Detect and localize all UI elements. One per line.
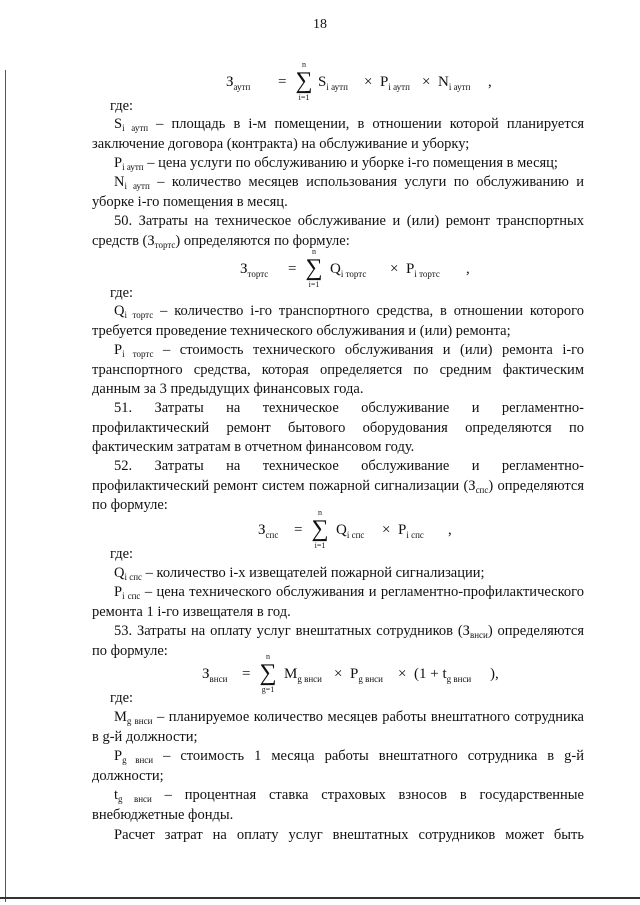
formula-symbol: P [380, 74, 389, 90]
formula-subscript: i аутп [326, 82, 348, 92]
formula-symbol: З [202, 666, 210, 682]
formula-subscript: тортс [247, 269, 269, 279]
formula-symbol: З [258, 522, 266, 538]
formula-autp [226, 60, 492, 108]
formula-subscript: g внси [358, 674, 383, 684]
def-p-sps: $P_{i спс}$ – цена технического обслуживания и регламентно-профилактического ремонта 1 i-го извещателя в год. [92, 584, 584, 620]
formula-subscript: спс [265, 530, 279, 540]
where-label: где: [110, 285, 134, 301]
formula-subscript: i спс [346, 530, 365, 540]
formula-comma: , [448, 522, 452, 538]
formula-equals: = [294, 522, 303, 538]
formula-subscript: g внси [297, 674, 322, 684]
formula-sps [258, 508, 458, 556]
def-p-vnsi: $P_{g внси}$ – стоимость 1 месяца работы внештатного сотрудника в g-й должности; [92, 748, 584, 784]
formula-times: × [422, 74, 431, 90]
formula-times: × [334, 666, 343, 682]
sum-sign: n ∑ i=1 [295, 60, 313, 102]
paragraph-52: 52. Затраты на техническое обслуживание и регламентно-профилактический ремонт систем пожарной сигнализации $(З_{спс})$ определяются по формуле: [92, 458, 584, 513]
where-label: где: [110, 98, 134, 114]
formula-equals: = [278, 74, 287, 90]
def-n-autp: $N_{i аутп}$ – количество месяцев использования услуги по обслуживанию и уборке i-го помещения в месяц. [92, 174, 584, 210]
formula-symbol: M [284, 666, 298, 682]
formula-subscript: i аутп [388, 82, 410, 92]
formula-times: × [364, 74, 373, 90]
formula-times: × [398, 666, 407, 682]
formula-close: ), [490, 666, 499, 682]
formula-symbol: (1 + t [414, 666, 447, 682]
paragraph-53: 53. Затраты на оплату услуг внештатных сотрудников $(З_{внси})$ определяются по формуле: [92, 623, 584, 659]
formula-symbol: Q [336, 522, 347, 538]
formula-symbol: З [240, 261, 248, 277]
where-label: где: [110, 690, 134, 706]
def-m-vnsi: $M_{g внси}$ – планируемое количество месяцев работы внештатного сотрудника в g-й должности; [92, 709, 584, 745]
formula-symbol: S [318, 74, 327, 90]
formula-comma: , [488, 74, 492, 90]
def-p-tortc: $P_{i тортс}$ – стоимость технического обслуживания и (или) ремонта i-го транспортного средства, которая определяется по средним фактическим данным за 3 предыдущих финансовых года. [92, 342, 585, 397]
formula-subscript: аутп [233, 82, 251, 92]
sum-sign: n ∑ g=1 [259, 652, 277, 694]
def-s-autp: $S_{i аутп}$ – площадь в i-м помещении, в отношении которой планируется заключение договора (контракта) на обслуживание и уборку; [92, 116, 584, 152]
paragraph-51: 51. Затраты на техническое обслуживание и регламентно-профилактический ремонт бытового оборудования определяются по фактическим затратам в отчетном финансовом году. [92, 400, 584, 455]
where-label: где: [110, 546, 134, 562]
formula-equals: = [288, 261, 297, 277]
formula-comma: , [466, 261, 470, 277]
paragraph-50: 50. Затраты на техническое обслуживание и (или) ремонт транспортных средств $(З_{тортс})$ определяются по формуле: [92, 213, 584, 250]
formula-times: × [382, 522, 391, 538]
formula-subscript: i спс [406, 530, 424, 540]
formula-vnsi [202, 652, 502, 700]
formula-subscript: g внси [446, 674, 472, 684]
def-q-tortc: $Q_{i тортс}$ – количество i-го транспортного средства, в отношении которого требуется проведение технического обслуживания и (или) ремонта; [92, 303, 585, 339]
formula-symbol: P [398, 522, 407, 538]
formula-subscript: внси [209, 674, 228, 684]
formula-subscript: i тортс [340, 269, 367, 279]
formula-symbol: Q [330, 261, 341, 277]
formula-times: × [390, 261, 399, 277]
formula-symbol: З [226, 74, 234, 90]
page-number: 18 [313, 17, 327, 32]
def-q-sps: $Q_{i спс}$ – количество i-х извещателей пожарной сигнализации; [114, 565, 485, 582]
def-p-autp: $P_{i аутп}$ – цена услуги по обслуживанию и уборке i-го помещения в месяц; [114, 155, 558, 172]
formula-subscript: i тортс [414, 269, 440, 279]
formula-symbol: N [438, 74, 449, 90]
def-t-vnsi: $t_{g внси}$ – процентная ставка страховых взносов в государственные внебюджетные фонды. [92, 787, 584, 823]
formula-tortc [240, 247, 470, 295]
formula-equals: = [242, 666, 251, 682]
formula-subscript: i аутп [448, 82, 471, 92]
formula-symbol: P [350, 666, 359, 682]
formula-symbol: P [406, 261, 415, 277]
paragraph-last: Расчет затрат на оплату услуг внештатных сотрудников может быть [114, 827, 584, 843]
sum-sign: n ∑ i=1 [311, 508, 329, 550]
sum-sign: n ∑ i=1 [305, 247, 323, 289]
